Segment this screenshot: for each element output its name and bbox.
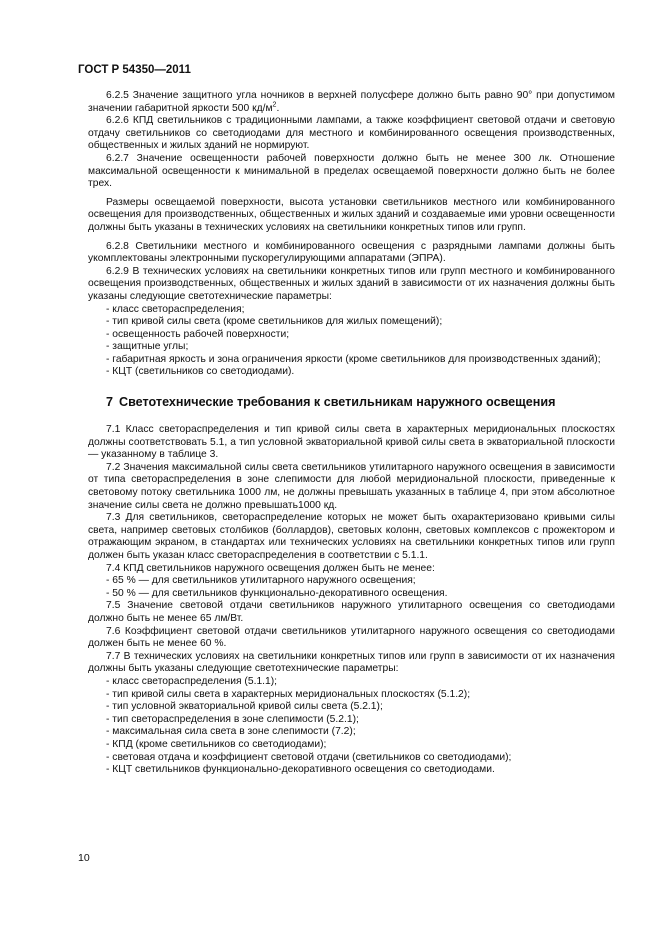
paragraph-7-3: 7.3 Для светильников, светораспределение которых не может быть охарактеризовано кривыми силы света, например световых столбиков (боллардов), световых колонн, световых комплексов с прожектором и отражающим экраном, в стандартах или технических условиях на светильники конкретных типов или групп должен быть указан класс светораспределения в соответствии с 5.1.1. xyxy=(88,512,615,561)
list-item: - максимальная сила света в зоне слепимости (7.2); xyxy=(106,726,356,738)
list-item: - 50 % — для светильников функционально-декоративного освещения. xyxy=(106,587,448,599)
list-item: - класс светораспределения (5.1.1); xyxy=(106,675,278,687)
list-item: - КПД (кроме светильников со светодиодами); xyxy=(106,738,327,750)
paragraph-6-2-7: 6.2.7 Значение освещенности рабочей поверхности должно быть не менее 300 лк. Отношение максимальной освещенности к минимальной в пределах освещаемой поверхности должно быть не более трех. xyxy=(88,152,615,190)
list-item: - тип кривой силы света в характерных меридиональных плоскостях (5.1.2); xyxy=(106,688,471,700)
list-item: - класс светораспределения; xyxy=(106,303,245,315)
list-item: - защитные углы; xyxy=(106,341,189,353)
page-number: 10 xyxy=(78,852,90,864)
paragraph-7-5: 7.5 Значение световой отдачи светильников наружного утилитарного освещения со светодиодами должно быть не менее 65 лм/Вт. xyxy=(88,600,615,624)
paragraph-6-2-8: 6.2.8 Светильники местного и комбинированного освещения с разрядными лампами должны быть укомплектованы электронными пускорегулирующими аппаратами (ЭПРА). xyxy=(88,240,615,265)
document-header: ГОСТ Р 54350—2011 xyxy=(78,64,191,76)
paragraph-6-2-6: 6.2.6 КПД светильников с традиционными лампами, а также коэффициент световой отдачи и световую отдачу светильников со светодиодами для местного и комбинированного освещения производственных, общественных и жилых зданий не нормируют. xyxy=(88,115,615,152)
paragraph-7-7: 7.7 В технических условиях на светильники конкретных типов или групп в зависимости от их назначения должны быть указаны следующие светотехнические параметры: xyxy=(88,650,615,675)
paragraph-6-2-5: 6.2.5 Значение защитного угла ночников в верхней полусфере должно быть равно 90° при допустимом значении габаритной яркости 500 $кд/м^2$. xyxy=(88,90,615,114)
section-7-heading: 7 Светотехнические требования к светильникам наружного освещения xyxy=(106,395,556,410)
list-item: - габаритная яркость и зона ограничения яркости (кроме светильников для производственных зданий); xyxy=(106,353,601,365)
list-item: - тип условной экваториальной кривой силы света (5.2.1); xyxy=(106,701,383,713)
list-item: - тип кривой силы света (кроме светильников для жилых помещений); xyxy=(106,316,443,328)
list-item: - КЦТ (светильников со светодиодами). xyxy=(106,366,295,378)
page-body xyxy=(88,90,615,777)
list-item: - КЦТ светильников функционально-декоративного освещения со светодиодами. xyxy=(106,764,495,776)
paragraph-7-2: 7.2 Значения максимальной силы света светильников утилитарного наружного освещения в зависимости от типа светораспределения в зоне слепимости для любой меридиональной плоскости, приведенные к световому потоку светильника 1000 лм, не должны превышать указанных в таблице 4, при этом абсолютное значение силы света не должно превышать1000 кд. xyxy=(88,461,615,511)
paragraph-7-4: 7.4 КПД светильников наружного освещения должен быть не менее: xyxy=(106,562,435,574)
list-item: - освещенность рабочей поверхности; xyxy=(106,328,290,340)
list-item: - световая отдача и коэффициент световой отдачи (светильников со светодиодами); xyxy=(106,751,512,763)
paragraph-6-2-7-cont: Размеры освещаемой поверхности, высота установки светильников местного или комбинированного освещения для производственных, общественных и жилых зданий и создаваемые ими уровни освещенности должны быть указаны в технических условиях на светильники конкретных типов или групп. xyxy=(88,196,615,233)
paragraph-7-1: 7.1 Класс светораспределения и тип кривой силы света в характерных меридиональных плоскостях должны соответствовать 5.1, а тип условной экваториальной кривой силы света в экваториальной плоскости — указанному в таблице 3. xyxy=(88,424,615,461)
paragraph-6-2-9: 6.2.9 В технических условиях на светильники конкретных типов или групп местного и комбинированного освещения производственных, общественных и жилых зданий в зависимости от их назначения должны быть указаны следующие светотехнические параметры: xyxy=(88,265,615,302)
list-item: - тип светораспределения в зоне слепимости (5.2.1); xyxy=(106,713,359,725)
list-item: - 65 % — для светильников утилитарного наружного освещения; xyxy=(106,575,416,587)
superscript: 2 xyxy=(272,101,277,109)
paragraph-7-6: 7.6 Коэффициент световой отдачи светильников утилитарного наружного освещения со светодиодами должен быть не менее 60 %. xyxy=(88,625,615,650)
